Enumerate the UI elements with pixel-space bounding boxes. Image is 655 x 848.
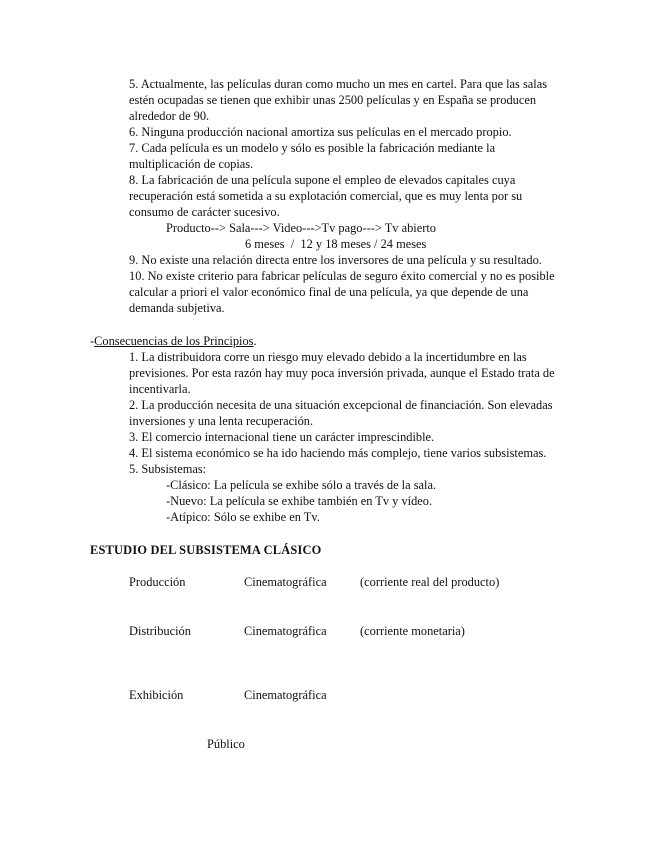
- public-label: Público: [207, 737, 245, 751]
- consequence-item-2: 2. La producción necesita de una situación excepcional de financiación. Son elevadas inversiones y una lenta recuperación.: [129, 398, 553, 428]
- industry-label: Cinematográfica: [244, 688, 327, 702]
- principle-item-7: 7. Cada película es un modelo y sólo es posible la fabricación mediante la multiplicación de copias.: [129, 141, 496, 171]
- industry-label: Cinematográfica: [244, 575, 327, 589]
- subsystem-classic: -Clásico: La película se exhibe sólo a través de la sala.: [166, 478, 437, 492]
- consequences-list: [129, 349, 569, 525]
- industry-label: Cinematográfica: [244, 624, 327, 638]
- chain-row-production: [129, 574, 549, 590]
- principle-item-10: 10. No existe criterio para fabricar películas de seguro éxito comercial y no es posible calcular a priori el valor económico final de una película, ya que depende de una demanda subjetiva.: [129, 269, 555, 315]
- flow-note: (corriente monetaria): [360, 624, 465, 638]
- consequence-item-5: 5. Subsistemas:: [129, 462, 207, 476]
- principle-item-8: 8. La fabricación de una película supone el empleo de elevados capitales cuya recuperación está sometida a su explotación comercial, que es muy lenta por su consumo de carácter sucesivo.: [129, 173, 523, 219]
- stage-label: Distribución: [129, 624, 191, 638]
- window-chain: Producto--> Sala---> Video--->Tv pago---> Tv abierto: [166, 221, 437, 235]
- chain-row-distribution: [129, 623, 549, 639]
- consequences-title-text: Consecuencias de los Principios: [94, 334, 254, 348]
- principle-item-6: 6. Ninguna producción nacional amortiza sus películas en el mercado propio.: [129, 125, 512, 139]
- classic-subsystem-heading: ESTUDIO DEL SUBSISTEMA CLÁSICO: [90, 543, 322, 557]
- stage-label: Producción: [129, 575, 186, 589]
- flow-note: (corriente real del producto): [360, 575, 500, 589]
- subsystem-new: -Nuevo: La película se exhibe también en Tv y vídeo.: [166, 494, 433, 508]
- consequences-title-prefix: -: [90, 334, 95, 348]
- consequence-item-3: 3. El comercio internacional tiene un carácter imprescindible.: [129, 430, 435, 444]
- consequence-item-1: 1. La distribuidora corre un riesgo muy elevado debido a la incertidumbre en las previsiones. Por esta razón hay muy poca inversión privada, aunque el Estado trata de incentivarla.: [129, 350, 555, 396]
- consequence-item-4: 4. El sistema económico se ha ido haciendo más complejo, tiene varios subsistemas.: [129, 446, 547, 460]
- consequences-title: [90, 333, 257, 349]
- principle-item-9: 9. No existe una relación directa entre los inversores de una película y su resultado.: [129, 253, 542, 267]
- window-times: 6 meses / 12 y 18 meses / 24 meses: [245, 237, 427, 251]
- stage-label: Exhibición: [129, 688, 184, 702]
- consequences-title-suffix: .: [253, 334, 257, 348]
- subsystem-atypical: -Atípico: Sólo se exhibe en Tv.: [166, 510, 320, 524]
- principles-list: [129, 76, 569, 316]
- chain-row-exhibition: [129, 687, 549, 703]
- principle-item-5: 5. Actualmente, las películas duran como mucho un mes en cartel. Para que las salas estén ocupadas se tienen que exhibir unas 2500 películas y en España se producen alrededor de 90.: [129, 77, 548, 123]
